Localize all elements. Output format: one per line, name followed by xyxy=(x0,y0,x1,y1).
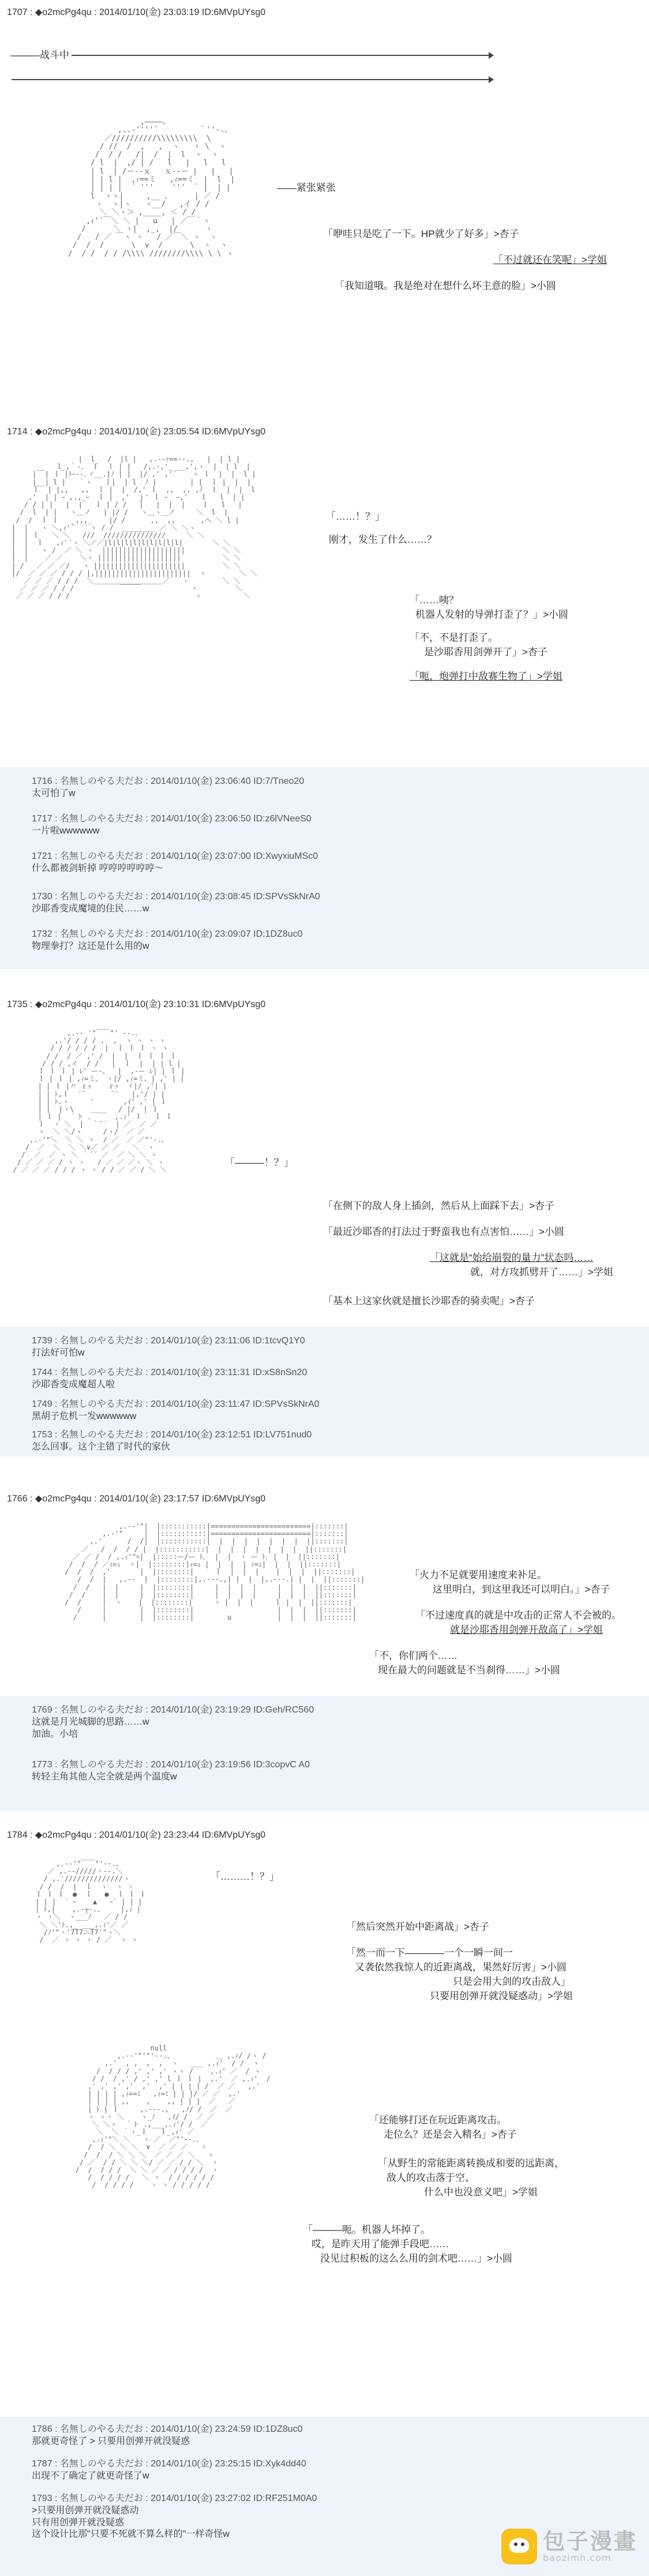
dialogue-line: 是沙耶香用剑弹开了」>杏子 xyxy=(424,647,547,658)
dialogue-line: 只是会用大剑的攻击敌人」 xyxy=(453,1976,571,1987)
reply-text: 这个设计比那"只要不死就不算么样的"一样奇怪w xyxy=(32,2529,230,2540)
bun-logo-icon xyxy=(501,2529,537,2564)
reply-meta: 1732 : 名無しのやる夫だお : 2014/01/10(金) 23:09:07 ID:1DZ8uc0 xyxy=(32,929,303,939)
dialogue-line: 「在侧下的敌人身上插剑，然后从上面踩下去」>杏子 xyxy=(323,1200,554,1211)
dialogue-line: 「不过速度真的就是中攻击的正常人不会被的。 xyxy=(415,1610,621,1621)
reply-item xyxy=(32,929,303,953)
dialogue-line: 现在最大的问题就是不当刹得……」>小圆 xyxy=(378,1665,560,1676)
reply-text: 这就是月光城脚的思路……w xyxy=(32,1717,149,1727)
dialogue-line: 「不过就还在笑呢」>学姐 xyxy=(493,254,607,265)
reply-text: 只有用创弹开就没疑惑 xyxy=(32,2517,125,2528)
reply-item xyxy=(32,2493,317,2541)
reply-meta: 1749 : 名無しのやる夫だお : 2014/01/10(金) 23:11:47 ID:SPVsSkNrA0 xyxy=(32,1399,320,1409)
dialogue-line: 没见过积板的这么么用的剑术吧……」>小圆 xyxy=(320,2253,512,2264)
ascii-art-closeup: ,.-‐'"| |:::::::::::|========================|:::::::| ,.-'" | |:::::::::::|========================|:::::::| ,.' / /| |:::::::::::| | | | | | | | ||:::::::| ／ / / / / | |:::::::::::| | | | | | | | ||:::::::| ／ ／ / / ,.ｨ'"ﾍ| |:::::ー/ー ﾄ､ | | ヽ ー ﾄ､ | | ||:::::::| / / / ／ｨ=ｭ ヽ| |::::::::|ｨ=ｭ | | | | ｨ=ｭ| | | ||:::::::| / / / ,' | |::::::::| ｌ | | | | | | ||:::::::| / / | ,.-- | |::::::::|,.-‐-.,| | | |,.-‐-.| | | ||:::::::| / / | | | |::::::::| | | | | | | | ||:::::::| / / | | | |::::::::| | | | | | | | ||:::::::| / / | ヽ | |::::::::| ヽ | | | ｌ | | ||:::::::| / | | |::::::::| | | | ||:::::::| / | | |::::::::| u | | | ||:::::::| xyxy=(65,1522,365,1622)
reply-text: 物理拳打？这还是什么用的w xyxy=(32,941,149,951)
reply-meta: 1753 : 名無しのやる夫だお : 2014/01/10(金) 23:12:51 ID:LV751nud0 xyxy=(32,1430,312,1440)
reply-text: 打法好可怕w xyxy=(32,1347,85,1358)
reply-text: 转轻主角其他人完全就是两个温度w xyxy=(32,1771,177,1782)
reply-meta: 1721 : 名無しのやる夫だお : 2014/01/10(金) 23:07:00 ID:XwyxiuMSc0 xyxy=(32,851,318,861)
reply-item xyxy=(32,1429,312,1454)
dialogue-line: 又袭依然我惊人的近距离战，果然好厉害」>小圆 xyxy=(355,1962,567,1973)
reply-item xyxy=(32,813,312,838)
dialogue-line: 什么中也没意义吧」>学姐 xyxy=(424,2187,538,2198)
ascii-art-small-character: ,.-‐'"￣￣"'‐-.、 ／ ,.-‐/////ヽ‐-.＼ / ,.'//////////////ヽ / / / | ｌ ヽ ヽ ヽ ｌ ｌ ｌ ● ｌ ● ｌ ｌ ｌ | | | ´ ｰ ▲ ｰ` | | | | ﾄ,| ,.-┬-.、 |,ｨ | ヽ ヽ＼ ヽ___ﾉ ／ / / ＼ ＼'ﾄ.,_ ___,.ｨ'／ ／ /ﾉ'"ヽ'7T7ニT7'"ヽ＼ / ／ ヽ ヽ ヽ / ／ ヽ ヽ xyxy=(35,1860,147,1944)
reply-meta: 1787 : 名無しのやる夫だお : 2014/01/10(金) 23:25:15 ID:Xyk4dd40 xyxy=(32,2459,306,2469)
dialogue-line: 「咿哇只是吃了一下。HP就少了好多」>杏子 xyxy=(323,228,519,239)
dialogue-line: 就，对方攻抓劈开了……」>学姐 xyxy=(470,1267,613,1278)
reply-item xyxy=(32,2458,306,2483)
dialogue-line: 「火力不足就要用速度来补足。 xyxy=(410,1569,547,1580)
dialogue-line: 「———！？」 xyxy=(225,1157,294,1168)
narration-text: ——紧张紧张 xyxy=(277,182,336,193)
divider-line xyxy=(12,55,490,56)
reply-text: 沙耶香变成魔超人啦 xyxy=(32,1379,115,1390)
reply-meta: 1793 : 名無しのやる夫だお : 2014/01/10(金) 23:27:02 ID:RF251M0A0 xyxy=(32,2494,317,2503)
dialogue-line: 「……咦？ xyxy=(410,595,459,606)
dialogue-line: 只要用创弹开就没疑惑动」>学姐 xyxy=(430,1991,573,2002)
reply-text: 什么都被剑斩掉 哼哼哼哼哼哼～ xyxy=(32,863,164,873)
reply-text: 出现不了确定了就更奇怪了w xyxy=(32,2470,149,2481)
watermark xyxy=(501,2529,637,2564)
dialogue-line: 「最近沙耶香的打法过于野蛮我也有点害怕……」>小圆 xyxy=(323,1226,564,1237)
dialogue-line: 「我知道哦。我是绝对在想什么坏主意的脸」>小圆 xyxy=(335,280,556,291)
reply-meta: 1717 : 名無しのやる夫だお : 2014/01/10(金) 23:06:50 ID:z6lVNeeS0 xyxy=(32,814,312,824)
reply-meta: 1786 : 名無しのやる夫だお : 2014/01/10(金) 23:24:59 ID:1DZ8uc0 xyxy=(32,2424,303,2434)
dialogue-line: 哎，是昨天用了能弹手段吧…… xyxy=(312,2239,449,2250)
reply-item xyxy=(32,1367,307,1391)
dialogue-line: 「从野生的常能距离转换成和要的远距离， xyxy=(378,2158,564,2169)
dialogue-line: 「然一而一下————一个一瞬一间一 xyxy=(346,1947,513,1958)
dialogue-line: 「———呃。机器人坏掉了。 xyxy=(303,2224,430,2235)
post-header: 1784 : ◆o2mcPg4qu : 2014/01/10(金) 23:23:44 ID:6MVpUYsg0 xyxy=(7,1830,266,1840)
watermark-url: baozimh.com xyxy=(542,2552,612,2563)
dialogue-line: 机器人发射的导弹打歪了？」>小圆 xyxy=(415,609,568,620)
ascii-art-character: ,――――、 ,..-''''´ ｀''-.、 ／//////////\\\\\\\\\ \ / // / , , ヽ ヽ \ ヽ / / / /| / | l ヽ ヽ / l | ,/ | / l | l l | l | /ー--ｘ ｘ--ー | | | | | l | ,ｨ==ミ ,ｨ==ミ | l | | | | | ´ ''' ''' ` | | | l ヽヽ| ,__ 、 | ／ / ヽ ヽ|ヽ ヽ__/ ,イ / / ＼ ＼ヽ＞ ,____, ＜ / / ,ｨ'´￣＼ ＼ | u | ／￣｀ヽ / ＼ ヽ| ,_, |/ ヽ / / ／ ￣ヽ ヽ / ／￣＼ ヽ ヽ / / / \ v / \ ヽ ヽ / / / / / /\\\\ ////////\\\\ \ \ ヽ xyxy=(67,118,235,258)
dialogue-line: 「……！？」 xyxy=(326,511,385,522)
post-header: 1707 : ◆o2mcPg4qu : 2014/01/10(金) 23:03:19 ID:6MVpUYsg0 xyxy=(7,7,266,17)
reply-meta: 1773 : 名無しのやる夫だお : 2014/01/10(金) 23:19:56 ID:3copvC A0 xyxy=(32,1760,310,1770)
dialogue-line: 敌人的攻击落于空、 xyxy=(387,2172,475,2183)
post-header: 1714 : ◆o2mcPg4qu : 2014/01/10(金) 23:05:54 ID:6MVpUYsg0 xyxy=(7,427,266,437)
reply-item xyxy=(32,1704,314,1740)
divider-line xyxy=(12,79,490,80)
reply-meta: 1730 : 名無しのやる夫だお : 2014/01/10(金) 23:08:45 ID:SPVsSkNrA0 xyxy=(32,892,320,902)
reply-text: >只要用创弹开就没疑惑动 xyxy=(32,2505,139,2515)
reply-meta: 1716 : 名無しのやる夫だお : 2014/01/10(金) 23:06:40 ID:7/Tneo20 xyxy=(32,776,305,786)
battle-label: ———战斗中 xyxy=(8,49,72,62)
reply-item xyxy=(32,1759,310,1783)
reply-meta: 1744 : 名無しのやる夫だお : 2014/01/10(金) 23:11:31 ID:xS8nSn20 xyxy=(32,1368,307,1377)
reply-meta: 1739 : 名無しのやる夫だお : 2014/01/10(金) 23:11:06 ID:1tcvQ1Y0 xyxy=(32,1336,305,1346)
dialogue-line: 「………！？」 xyxy=(211,1871,279,1882)
reply-item xyxy=(32,776,304,800)
reply-item xyxy=(32,1335,305,1360)
post-header: 1766 : ◆o2mcPg4qu : 2014/01/10(金) 23:17:57 ID:6MVpUYsg0 xyxy=(7,1494,266,1504)
reply-text: 那就更奇怪了 > 只要用创弹开就没疑惑 xyxy=(32,2436,190,2446)
ascii-art-robot-battle: null ,.-‐'"'"'‐-.、 ＿ ,.ｨ/ /ヽ / ,.' , , , , ヽ ___ ,.ｨ' / / ヽ / / / / ,' ,' ,' ヽヽ / ,.ｨ' ／ / ヽ / / / ,' / ,' ,' l ｌ ｌ | ,.' ／ ,.ｨ' / ,' ,' ,' ,' ,' ,' | | | | / ／ ／ ,.' | | | | ,ｨ==ﾐ ,ｨ=ﾐ | | |/ ／ ／ ,.' | | | | ,, , ,, | | | ／ ／ | ﾄ | ｌ ,.-‐-., ,ﾉ/ / ／ ／ ヽ ヽヽ ＼ ヽ_ﾉ ,ｲ/ / ／ ／ ＼ ＼ヽ ｀ト .,___,.ｨ'/ / ／ ＼ ＼ ｀ヽ_ｌ ｌ_,ｨ' ／ ,.ｨ'"＼ ＼ ヽ ／ ／"'ｰ-.、 / / ＼ ＼ ＼ ∨ ／ ／ ／ ヽ / / / ＼ ＼ ＼ ／ ／ ／ ＼ ヽ / ／ / / ＼ ＼ ＼/ ／ ／ / / ＼ ヽ / / / / / ＼ ＼ ／ ／ / / / / ヽ / / / / / ＼ ヽ / / / / / / / / / / / ヽ ヽ / / / / / xyxy=(75,2044,271,2190)
reply-text: 一片啦wwwwww xyxy=(32,825,100,836)
dialogue-line: 「这就是“始给崩裂的量力”状态吗…… xyxy=(430,1252,594,1263)
dialogue-line: 就是沙耶香用剑弹开敌高了」>学姐 xyxy=(450,1624,603,1635)
reply-item xyxy=(32,891,320,915)
narration-text: 刚才，发生了什么……？ xyxy=(329,534,437,545)
reply-item xyxy=(32,851,318,875)
dialogue-line: 这里明白，到这里我还可以明白。」>杏子 xyxy=(433,1584,610,1595)
dialogue-line: 「不，你们两个…… xyxy=(369,1650,457,1661)
reply-text: 黑胡子危机一发wwwwww xyxy=(32,1411,137,1421)
reply-text: 沙耶香变成魔境的住民……w xyxy=(32,903,149,914)
ascii-art-character: ,.-‐ '"￣￣"' ‐-.、 ,.'/ / / / , , ヽ ヽ ヽ ヽ / / / / / / | ｌ ｌ ｌ ヽ ヽ / / / ／ ,' / | | ｌ ｌ ｌ ｌ / / / ,イ / / | ｌ | | | l | ｌ ｌ ｌ | ﾚ' ー-、 | ,-ー ﾚ| | ｌ | ｌ | ｌ | ,ｨ=ミ、 ヽ|/ ,ｨ=ミ、| ,' | | | | ｌ |〃 ｒｯ ｒｯ ヾ|/ ,'| | | | ﾄ,ｌ ´¨ ¨` |,'/ | | | | ﾄ.ヽ ' ,ｲ' ,' | ｌ | | |ヽ\ ＿_ / |/ | ｌ | ｌ | ｀ト ､ ￣ ,.ｨ' ｌ ｌ ｌ ｌ ヽ ＼ | ｀¨´ | ／ ／ ／ ヽ ＼ ＼/ヽ /ヽ/ ／ ／ ,.-'"＼ ＼ ＼ ヽ / ／ ／ ／"'-.、 / ／ ＼ ＼ ＼∨／ ／ ／ ＼ ヽ / ／ ／ ヽ ＼ ｀¨´ ／ ／ ＼ ＼ ヽ / ／ ／ ／ / ヽ ヽ / ／ ／ ／ヽ ＼ ヽ / ／ ／ ／ / / / ヽ ヽ / / ／ ／ / ＼ ＼ xyxy=(13,1029,185,1174)
dialogue-line: 「还能够打还在玩近距离攻击。 xyxy=(369,2115,507,2126)
reply-item xyxy=(32,1399,320,1423)
reply-item xyxy=(32,2424,303,2448)
reply-text: 加油。小培 xyxy=(32,1729,78,1739)
reply-text: 怎么回事。这个主错了时代的家伙 xyxy=(32,1441,171,1452)
dialogue-line: 「呃，炮弹打中敌赛生物了」>学姐 xyxy=(410,671,562,682)
reply-meta: 1769 : 名無しのやる夫だお : 2014/01/10(金) 23:19:29 ID:Geh/RC560 xyxy=(32,1705,314,1715)
ascii-art-battle-scene: | l / |l | ,.-‐ｧ==‐-., | | l | __ l_,｀-、 ｆ ｌ | | /,.-,'_ _,',ヽ | | l | | | ｌ |ﾄｰ--､ゞ__.|ﾉ | | |/ ,' ,'´￣ ヽ ｌ | | l | |__| l | ｀ヽ ｌ| | l ﾉ | | | ｌ | | | ｌ | |,, ,, ｌ | | /,' ｌ ,, ,, ,ﾉ ｌ | | l ,' | | ｰ ,.,_ｰ ｌ | ,' ｊ' ｌ ｰ ｰ,' ｌ l | | / / | | | | ｌ | / / | | | | ｌ l | / l | | ヽ＿ノ | |/ / ヽ＿ヽ＿ノ ＼ l | / / ｌ ｌ _,,,_ |/ / ,, ,, ,ヘ ＼ l | | | ヽ ＼,ｨ'´ ｀ヽ / / ________ ／ ＼ ＼ヽ | | ｌ ＼ ＼ /// /////////////// ＼ ＼ | | ｌ ,ｨ'´ヽ ＼／／|l|l|l|l|l|l|l|l|l| ＼ ＼ | | ヽ / ／ ＼ ヽ |||||||||||||||||||| ＼ ＼ | | ／ ／ ＼ヽ |||||||||||||||||||| ＼ ＼ | / ／ ／ ／/ ヽ |||||||||||||||||||||| ＼ ＼ |/ ／ ／ ／ / / / |,||||||||||||||||||||||| ヽ ＼ ＼ ／ ／ ／ / / / ＼＿＿＿＿＿＿＿＿＿＿／ ヽ ＼ ＼ ／ ／ ／ / / / ￣￣￣ ヽ ＼ ／ ／ ／ / / / ヽ ＼ xyxy=(12,455,258,600)
dialogue-line: 「基本上这家伙就是擅长沙耶香的骑卖呢」>杏子 xyxy=(323,1295,535,1306)
post-header: 1735 : ◆o2mcPg4qu : 2014/01/10(金) 23:10:31 ID:6MVpUYsg0 xyxy=(7,1000,266,1009)
dialogue-line: 「不，不是打歪了。 xyxy=(410,632,498,643)
dialogue-line: 走位么？还是会入精名」>杏子 xyxy=(384,2129,517,2140)
watermark-title: 包子漫畫 xyxy=(542,2528,637,2554)
reply-text: 太可怕了w xyxy=(32,788,76,798)
dialogue-line: 「然后突然开始中距离战」>杏子 xyxy=(346,1921,489,1932)
